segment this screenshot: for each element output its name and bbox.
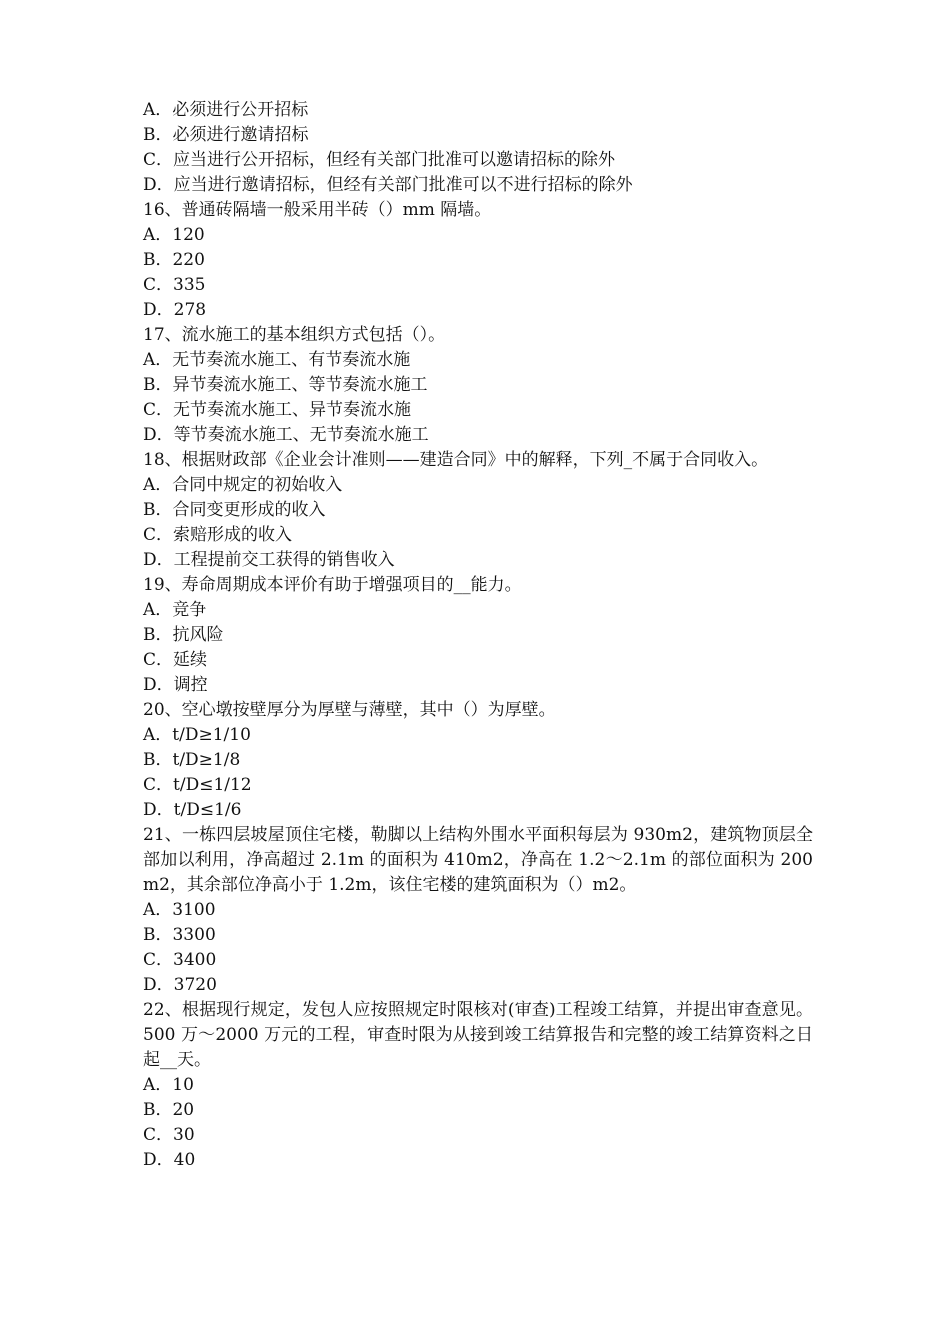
option-line: C．t/D≤1/12 bbox=[143, 775, 252, 795]
option-line: C．3400 bbox=[143, 950, 217, 970]
option-line: A．t/D≥1/10 bbox=[143, 725, 251, 745]
option-line: D．t/D≤1/6 bbox=[143, 800, 242, 820]
option-line: D．调控 bbox=[143, 675, 208, 695]
option-line: B．抗风险 bbox=[143, 625, 224, 645]
question-17: 17、流水施工的基本组织方式包括（）。 bbox=[143, 325, 446, 345]
option-line: C．应当进行公开招标，但经有关部门批准可以邀请招标的除外 bbox=[143, 150, 616, 170]
option-line: D．工程提前交工获得的销售收入 bbox=[143, 550, 395, 570]
option-line: C．无节奏流水施工、异节奏流水施 bbox=[143, 400, 412, 420]
option-line: B．3300 bbox=[143, 925, 216, 945]
option-line: C．延续 bbox=[143, 650, 208, 670]
document-body bbox=[143, 98, 813, 1173]
option-line: C．索赔形成的收入 bbox=[143, 525, 293, 545]
question-18: 18、根据财政部《企业会计准则——建造合同》中的解释，下列_不属于合同收入。 bbox=[143, 450, 769, 470]
option-line: A．合同中规定的初始收入 bbox=[143, 475, 343, 495]
question-16: 16、普通砖隔墙一般采用半砖（）mm 隔墙。 bbox=[143, 200, 492, 220]
option-line: A．10 bbox=[143, 1075, 194, 1095]
option-line: B．异节奏流水施工、等节奏流水施工 bbox=[143, 375, 428, 395]
option-line: B．20 bbox=[143, 1100, 195, 1120]
question-19: 19、寿命周期成本评价有助于增强项目的__能力。 bbox=[143, 575, 522, 595]
option-line: A．竞争 bbox=[143, 600, 207, 620]
question-22: 22、根据现行规定，发包人应按照规定时限核对(审查)工程竣工结算，并提出审查意见。500 万～2000 万元的工程，审查时限为从接到竣工结算报告和完整的竣工结算资料之日起__天。 bbox=[143, 1000, 813, 1070]
option-line: C．335 bbox=[143, 275, 206, 295]
option-line: D．278 bbox=[143, 300, 207, 320]
option-line: A．无节奏流水施工、有节奏流水施 bbox=[143, 350, 411, 370]
question-21: 21、一栋四层坡屋顶住宅楼，勒脚以上结构外围水平面积每层为 930m2，建筑物顶层全部加以利用，净高超过 2.1m 的面积为 410m2，净高在 1.2～2.1m 的部位面积为 200m2，其余部位净高小于 1.2m，该住宅楼的建筑面积为（）m2。 bbox=[143, 825, 813, 895]
option-line: A．3100 bbox=[143, 900, 216, 920]
option-line: B．t/D≥1/8 bbox=[143, 750, 241, 770]
option-line: A．必须进行公开招标 bbox=[143, 100, 309, 120]
option-line: D．3720 bbox=[143, 975, 217, 995]
option-line: D．等节奏流水施工、无节奏流水施工 bbox=[143, 425, 429, 445]
option-line: D．应当进行邀请招标，但经有关部门批准可以不进行招标的除外 bbox=[143, 175, 633, 195]
option-line: D．40 bbox=[143, 1150, 196, 1170]
question-20: 20、空心墩按壁厚分为厚壁与薄壁，其中（）为厚壁。 bbox=[143, 700, 556, 720]
option-line: A．120 bbox=[143, 225, 205, 245]
option-line: B．必须进行邀请招标 bbox=[143, 125, 309, 145]
option-line: B．合同变更形成的收入 bbox=[143, 500, 326, 520]
option-line: C．30 bbox=[143, 1125, 195, 1145]
option-line: B．220 bbox=[143, 250, 205, 270]
